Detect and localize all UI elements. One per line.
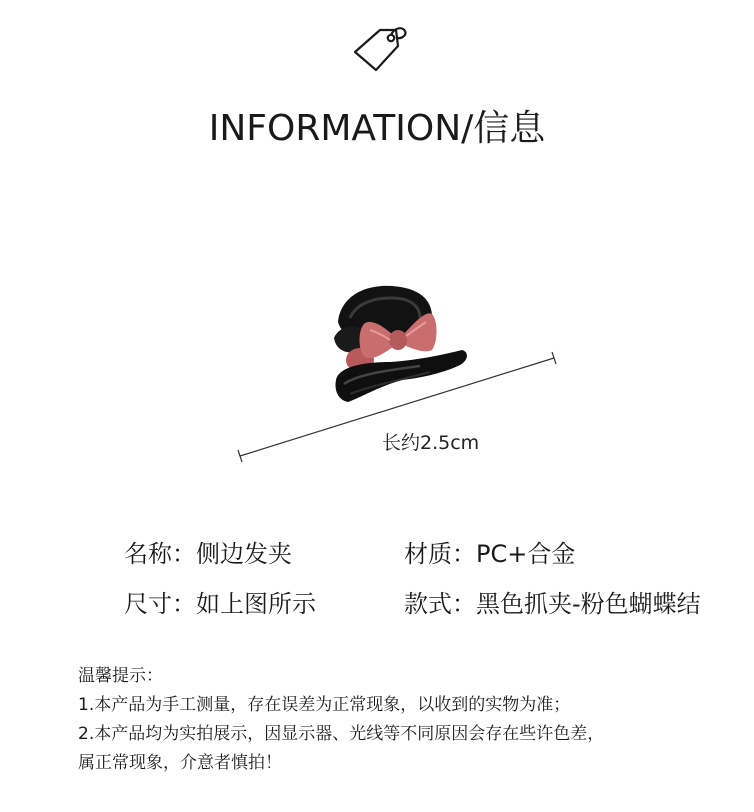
spec-size-value: 如上图所示 <box>196 590 316 618</box>
spec-size-sep: ： <box>172 590 196 618</box>
notes-line: 2.本产品均为实拍展示，因显示器、光线等不同原因会存在些许色差， <box>78 724 605 744</box>
hair-clip-illustration <box>0 270 754 500</box>
notes-line: 属正常现象，介意者慎拍！ <box>78 753 282 773</box>
spec-name-value: 侧边发夹 <box>196 540 292 568</box>
page-title: INFORMATION/信息 <box>208 108 546 149</box>
spec-name-key: 名称 <box>124 540 172 568</box>
notes-section <box>78 662 738 778</box>
spec-material <box>404 534 575 569</box>
notes-heading: 温馨提示： <box>78 666 163 686</box>
measure-label: 长约2.5cm <box>382 432 480 454</box>
product-photo <box>0 270 754 500</box>
spec-name <box>124 534 292 569</box>
spec-material-key: 材质 <box>404 540 452 568</box>
spec-style-value: 黑色抓夹-粉色蝴蝶结 <box>476 590 701 618</box>
spec-size <box>124 584 316 619</box>
spec-style-sep: ： <box>452 590 476 618</box>
spec-style <box>404 584 701 619</box>
spec-style-key: 款式 <box>404 590 452 618</box>
price-tag-icon <box>350 22 410 82</box>
spec-name-sep: ： <box>172 540 196 568</box>
spec-material-sep: ： <box>452 540 476 568</box>
spec-material-value: PC+合金 <box>476 540 576 568</box>
notes-line: 1.本产品为手工测量，存在误差为正常现象，以收到的实物为准； <box>78 695 571 715</box>
spec-size-key: 尺寸 <box>124 590 172 618</box>
